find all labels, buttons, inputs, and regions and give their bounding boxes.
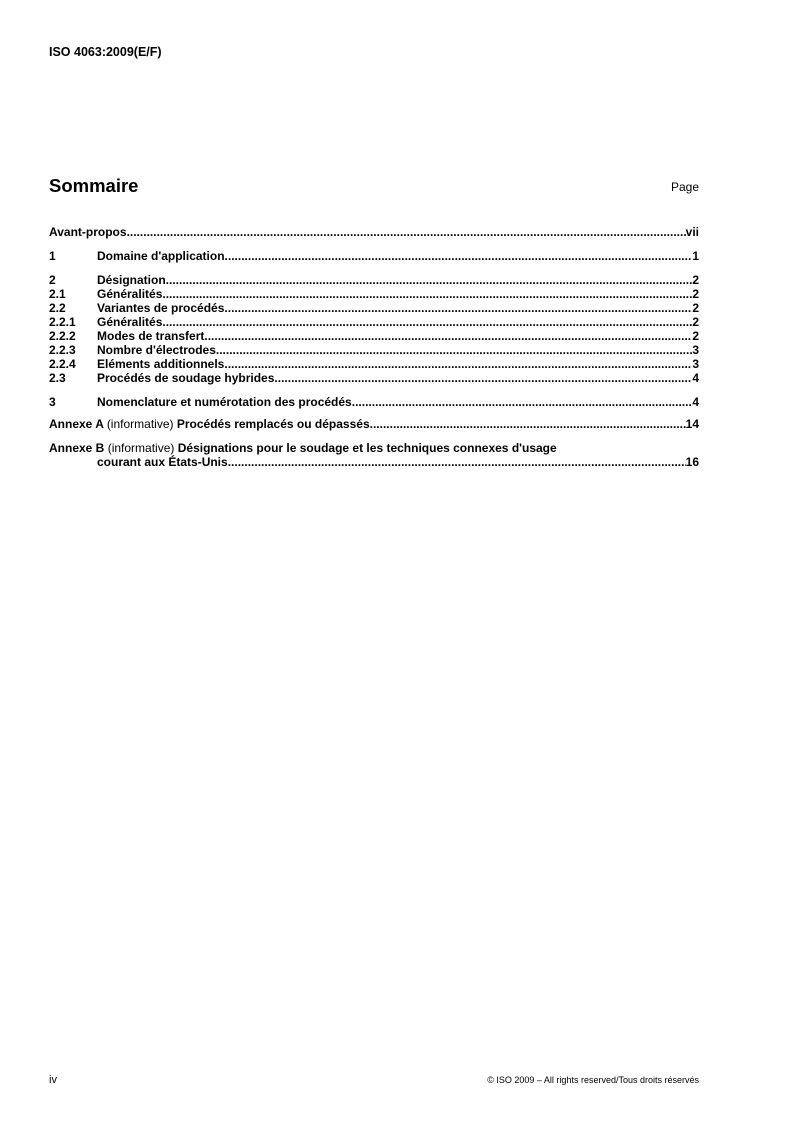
toc-entry-number: 1 xyxy=(49,249,56,263)
toc-entry-2-2-2[interactable] xyxy=(49,329,699,343)
toc-entry-title: Procédés de soudage hybrides xyxy=(97,371,275,385)
toc-entry-2-1[interactable] xyxy=(49,287,699,301)
toc-entry-number: 2.2.1 xyxy=(49,315,76,329)
toc-entry-annex-b[interactable] xyxy=(49,441,699,469)
toc-entry-page: 16 xyxy=(685,455,699,469)
toc-entry-page: vii xyxy=(685,225,699,239)
toc-entry-page: 2 xyxy=(692,287,699,301)
dot-leader xyxy=(228,455,686,469)
dot-leader xyxy=(274,371,692,385)
toc-entry-title: Modes de transfert xyxy=(97,329,205,343)
toc-entry-annex-a[interactable] xyxy=(49,417,699,431)
toc-entry-page: 2 xyxy=(692,329,699,343)
toc-entry-page: 3 xyxy=(692,357,699,371)
toc-entry-number: 2 xyxy=(49,273,56,287)
annex-title: Procédés remplacés ou dépassés xyxy=(176,417,370,431)
copyright-notice: © ISO 2009 – All rights reserved/Tous droits réservés xyxy=(487,1075,699,1085)
toc-entry-number: 2.2.4 xyxy=(49,357,76,371)
annex-title-line2: courant aux États-Unis xyxy=(97,455,228,469)
toc-entry-page: 1 xyxy=(692,249,699,263)
toc-entry-number: 2.2 xyxy=(49,301,66,315)
toc-entry-avant-propos[interactable] xyxy=(49,225,699,239)
toc-entry-title: Domaine d'application xyxy=(97,249,225,263)
dot-leader xyxy=(352,395,693,409)
toc-entry-2-2-4[interactable] xyxy=(49,357,699,371)
toc-entry-title: Généralités xyxy=(97,315,163,329)
toc-entry-title: Généralités xyxy=(97,287,163,301)
dot-leader xyxy=(225,249,693,263)
toc-entry-number: 2.2.2 xyxy=(49,329,76,343)
annex-qualifier: (informative) xyxy=(106,417,174,431)
page-column-label: Page xyxy=(670,180,699,194)
toc-entry-number: 2.3 xyxy=(49,371,66,385)
toc-entry-3[interactable] xyxy=(49,395,699,409)
page-number: iv xyxy=(49,1074,57,1086)
toc-entry-2-3[interactable] xyxy=(49,371,699,385)
annex-b-second-line xyxy=(49,455,699,469)
toc-entry-2-2-1[interactable] xyxy=(49,315,699,329)
document-id: ISO 4063:2009(E/F) xyxy=(49,45,162,59)
dot-leader xyxy=(166,273,693,287)
toc-entry-page: 2 xyxy=(692,301,699,315)
toc-entry-1[interactable] xyxy=(49,249,699,263)
toc-entry-title: Avant-propos xyxy=(49,225,127,239)
toc-entry-page: 4 xyxy=(692,395,699,409)
dot-leader xyxy=(162,315,692,329)
toc-entry-number: 2.1 xyxy=(49,287,66,301)
toc-entry-page: 2 xyxy=(692,315,699,329)
toc-title: Sommaire xyxy=(49,175,139,196)
toc-entry-title xyxy=(49,417,370,431)
dot-leader xyxy=(216,343,692,357)
toc-entry-title: Désignation xyxy=(97,273,166,287)
dot-leader xyxy=(224,357,692,371)
toc-entry-2[interactable] xyxy=(49,273,699,287)
annex-label: Annexe B xyxy=(49,441,105,455)
dot-leader xyxy=(370,417,686,431)
toc-entry-2-2[interactable] xyxy=(49,301,699,315)
dot-leader xyxy=(162,287,692,301)
dot-leader xyxy=(224,301,692,315)
annex-label: Annexe A xyxy=(49,417,104,431)
table-of-contents xyxy=(49,225,699,469)
toc-entry-page: 3 xyxy=(692,343,699,357)
toc-entry-number: 2.2.3 xyxy=(49,343,76,357)
toc-entry-number: 3 xyxy=(49,395,56,409)
toc-entry-title: Nombre d'électrodes xyxy=(97,343,216,357)
toc-entry-title: Nomenclature et numérotation des procédés xyxy=(97,395,352,409)
dot-leader xyxy=(127,225,686,239)
annex-title-line1: Désignations pour le soudage et les techniques connexes d'usage xyxy=(177,441,557,455)
toc-entry-title: Variantes de procédés xyxy=(97,301,225,315)
toc-heading xyxy=(49,175,699,199)
toc-entry-page: 4 xyxy=(692,371,699,385)
toc-entry-page: 14 xyxy=(685,417,699,431)
toc-entry-page: 2 xyxy=(692,273,699,287)
annex-b-first-line xyxy=(49,441,699,455)
dot-leader xyxy=(204,329,692,343)
annex-qualifier: (informative) xyxy=(107,441,175,455)
toc-entry-title: Eléments additionnels xyxy=(97,357,225,371)
toc-entry-2-2-3[interactable] xyxy=(49,343,699,357)
